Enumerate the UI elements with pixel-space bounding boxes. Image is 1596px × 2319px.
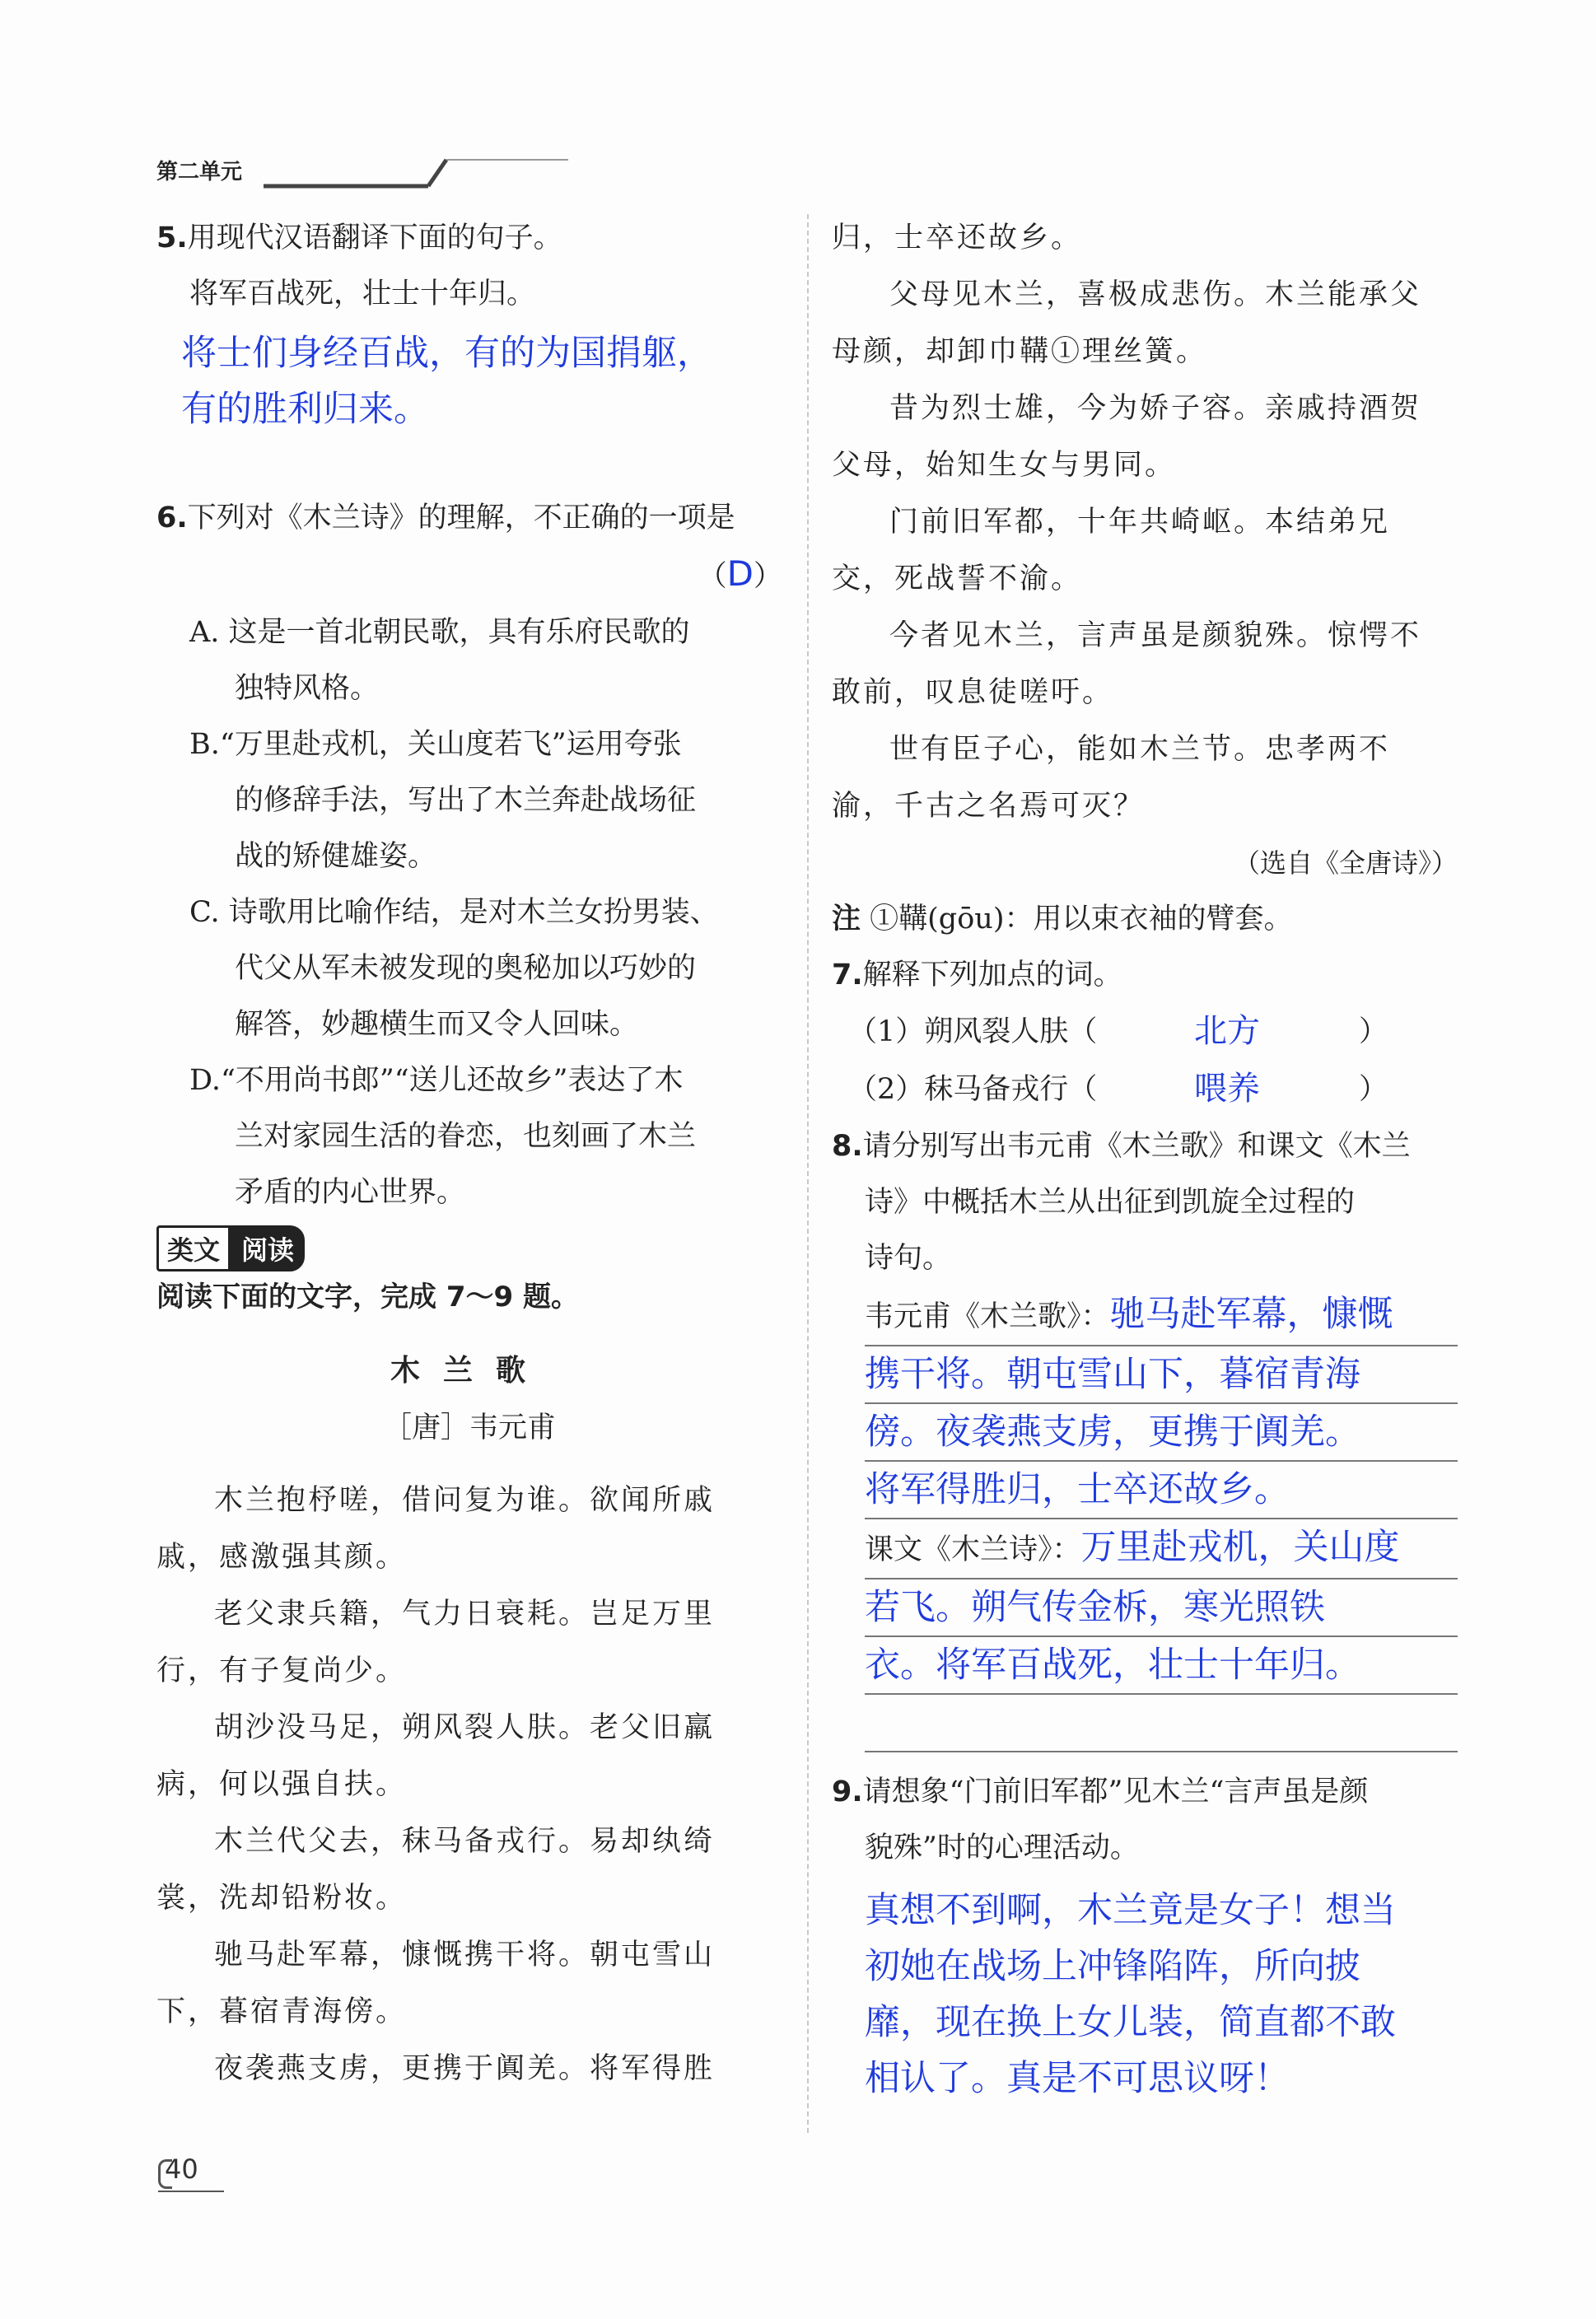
q5-answer-line: 有的胜利归来。: [181, 389, 429, 430]
poem-title: 木兰歌: [390, 1354, 548, 1388]
poem-line: 父母，始知生女与男同。: [832, 449, 1177, 482]
q7-item-2: （2）秣马备戎行（ 喂养 ）: [832, 1061, 1458, 1118]
q9-prompt-cont: 貌殊”时的心理活动。: [865, 1831, 1139, 1864]
poem-line: 行，有子复尚少。: [156, 1654, 408, 1687]
poem-line: 下，暮宿青海傍。: [156, 1995, 408, 2028]
q9-answer-line: 相认了。真是不可思议呀！: [865, 2058, 1290, 2099]
q6-option-b-cont: 的修辞手法，写出了木兰奔赴战场征: [235, 784, 697, 817]
q8-answer-line: 将军得胜归，士卒还故乡。: [865, 1462, 1458, 1519]
q8-part2-label: 课文《木兰诗》：: [865, 1533, 1081, 1566]
q8-answer-line: 万里赴戎机，关山度: [1080, 1527, 1400, 1568]
poem-line: 今者见木兰，言声虽是颜貌殊。惊愕不: [889, 619, 1422, 652]
q6-option-d: D.“不用尚书郎”“送儿还故乡”表达了木: [189, 1064, 684, 1097]
poem-line: 昔为烈士雄，今为娇子容。亲戚持酒贺: [889, 392, 1422, 425]
note-label: 注: [832, 903, 861, 936]
q9-answer: [832, 1883, 1458, 2107]
q7-answer-1: 北方: [1194, 1012, 1260, 1050]
poem-line: 渝，千古之名焉可灭？: [832, 790, 1146, 823]
section-badge: [156, 1229, 305, 1268]
q8-part2: [832, 1519, 1458, 1752]
q8-answer-line: 傍。夜袭燕支虏，更携于阗羌。: [865, 1404, 1458, 1462]
poem-line: 胡沙没马足，朔风裂人肤。老父旧羸: [214, 1711, 716, 1744]
q8-part1: [832, 1286, 1458, 1519]
q6-option-c: C. 诗歌用比喻作结，是对木兰女扮男装、: [189, 896, 719, 929]
q8-prompt: 8.请分别写出韦元甫《木兰歌》和课文《木兰: [832, 1130, 1411, 1163]
unit-title: 第二单元: [156, 160, 243, 184]
poem-line: 母颜，却卸巾鞲①理丝簧。: [832, 335, 1208, 368]
q6-option-a: A. 这是一首北朝民歌，具有乐府民歌的: [189, 616, 690, 649]
poem-line: 世有臣子心，能如木兰节。忠孝两不: [889, 733, 1391, 766]
column-divider: [807, 214, 809, 2133]
poem-line: 门前旧军都，十年共崎岖。本结弟兄: [889, 506, 1391, 539]
q7-prompt: 7.解释下列加点的词。: [832, 959, 1122, 992]
q7-item-1: （1）朔风裂人肤（ 北方 ）: [832, 1003, 1458, 1061]
q9-prompt: 9.请想象“门前旧军都”见木兰“言声虽是颜: [832, 1775, 1369, 1808]
poem-line: 归，士卒还故乡。: [832, 222, 1083, 254]
q8-answer-line: 若飞。朔气传金柝，寒光照铁: [865, 1579, 1458, 1637]
poem-source: （选自《全唐诗》）: [1233, 847, 1458, 879]
right-column: [832, 210, 1458, 2107]
poem-left: [156, 1472, 782, 2097]
q9-answer-line: 真想不到啊，木兰竟是女子！想当: [865, 1890, 1396, 1931]
q6-answer-paren: （D）: [698, 553, 782, 594]
poem-note: 注 ①鞲(gōu)：用以束衣袖的臂套。: [832, 903, 1293, 936]
left-column: [156, 210, 782, 2097]
q6-option-c-cont: 解答，妙趣横生而又令人回味。: [235, 1008, 639, 1041]
q6-answer: D: [726, 553, 754, 594]
poem-line: 敢前，叹息徒嗟吁。: [832, 676, 1114, 709]
poem-line: 病，何以强自扶。: [156, 1768, 408, 1801]
poem-line: 裳，洗却铅粉妆。: [156, 1882, 408, 1915]
q6-option-d-cont: 矛盾的内心世界。: [235, 1176, 466, 1209]
poem-line: 夜袭燕支虏，更携于阗羌。将军得胜: [214, 2052, 716, 2085]
q6-option-c-cont: 代父从军未被发现的奥秘加以巧妙的: [235, 952, 697, 985]
q6-option-d-cont: 兰对家园生活的眷恋，也刻画了木兰: [235, 1120, 697, 1153]
q6-option-a-cont: 独特风格。: [235, 672, 380, 705]
badge-left: 类文: [156, 1225, 231, 1271]
q8-answer-line: 驰马赴军幕，慷慨: [1109, 1294, 1393, 1335]
poem-line: 交，死战誓不渝。: [832, 562, 1083, 595]
poem-line: 老父隶兵籍，气力日衰耗。岂足万里: [214, 1598, 716, 1631]
poem-author: ［唐］韦元甫: [382, 1411, 556, 1444]
reading-instruction: 阅读下面的文字，完成 7～9 题。: [156, 1281, 579, 1313]
poem-line: 父母见木兰，喜极成悲伤。木兰能承父: [889, 278, 1422, 311]
page-header: [156, 148, 585, 189]
q6-prompt: 6.下列对《木兰诗》的理解，不正确的一项是: [156, 502, 735, 534]
poem-line: 戚，感激强其颜。: [156, 1541, 408, 1574]
q9-answer-line: 靡，现在换上女儿装，简直都不敢: [865, 2002, 1396, 2043]
q8-prompt-cont: 诗句。: [865, 1242, 952, 1275]
q5-answer: [156, 325, 782, 437]
badge-right: 阅读: [231, 1225, 305, 1271]
q8-blank-line: [865, 1695, 1458, 1752]
q7-answer-2: 喂养: [1194, 1070, 1260, 1108]
q6-option-b: B.“万里赴戎机，关山度若飞”运用夸张: [189, 728, 682, 761]
q5-answer-line: 将士们身经百战，有的为国捐躯，: [181, 333, 712, 374]
q8-answer-line: 衣。将军百战死，壮士十年归。: [865, 1637, 1458, 1695]
poem-line: 驰马赴军幕，慷慨携干将。朝屯雪山: [214, 1939, 716, 1971]
poem-line: 木兰抱杼嗟，借问复为谁。欲闻所戚: [214, 1484, 716, 1517]
page-number-rule: [158, 2191, 224, 2192]
q9-answer-line: 初她在战场上冲锋陷阵，所向披: [865, 1946, 1360, 1987]
q8-part1-label: 韦元甫《木兰歌》：: [865, 1300, 1110, 1333]
poem-line: 木兰代父去，秣马备戎行。易却纨绮: [214, 1825, 716, 1858]
q8-answer-line: 携干将。朝屯雪山下，暮宿青海: [865, 1346, 1458, 1404]
page-number: 40: [165, 2153, 198, 2185]
q5-prompt: 5.用现代汉语翻译下面的句子。: [156, 222, 562, 254]
q5-sentence: 将军百战死，壮士十年归。: [189, 278, 536, 310]
q8-prompt-cont: 诗》中概括木兰从出征到凯旋全过程的: [865, 1186, 1356, 1219]
q6-option-b-cont: 战的矫健雄姿。: [235, 840, 437, 873]
